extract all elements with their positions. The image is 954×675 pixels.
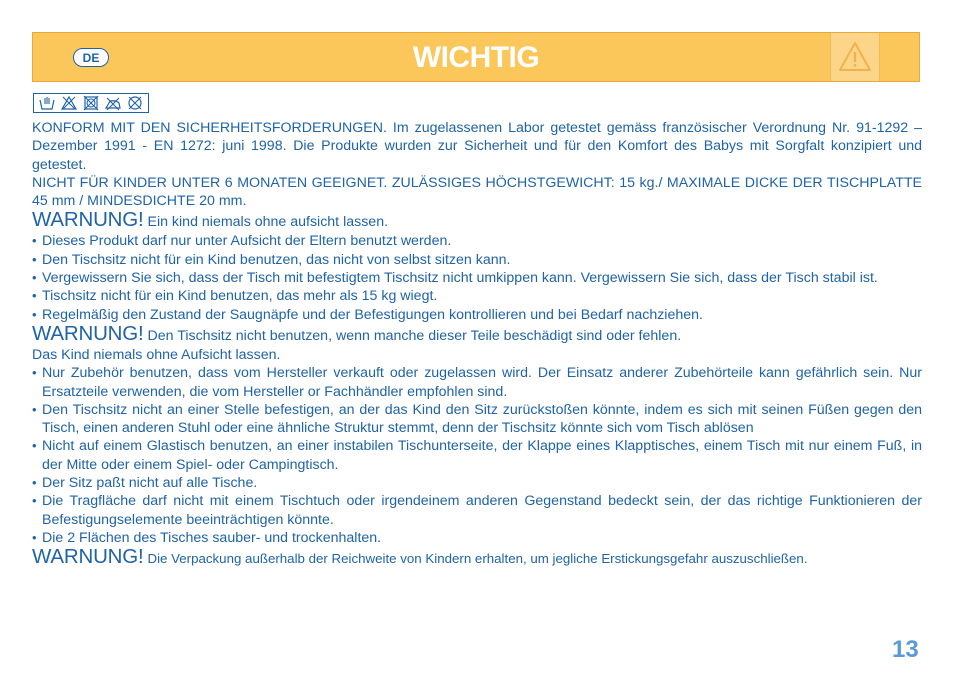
header-banner xyxy=(32,32,920,82)
list-item: • Vergewissern Sie sich, dass der Tisch mit befestigtem Tischsitz nicht umkippen kann. Vergewissern Sie sich, dass der Tisch stabil ist. xyxy=(32,269,922,287)
no-dry-clean-icon xyxy=(126,95,144,111)
conformity-details: Im zugelassenen Labor getestet gemäss französischer Verordnung Nr. 91-1292 – Dezember 1991 - EN 1272: juni 1998. Die Produkte wurden zur Sicherheit und für den Komfort des Babys mit Sorgfalt konzipiert und getestet. xyxy=(32,120,922,173)
care-symbols xyxy=(33,93,149,113)
warning-3 xyxy=(32,547,922,569)
list-item: • Die Tragfläche darf nicht mit einem Tischtuch oder irgendeinem anderen Gegenstand bedeckt sein, der das richtige Funktionieren der Befestigungselemente beeinträchtigen könnte. xyxy=(32,492,922,529)
list-item: • Nur Zubehör benutzen, dass vom Hersteller verkauft oder zugelassen wird. Der Einsatz anderer Zubehörteile kann gefährlich sein. Nur Ersatzteile verwenden, die vom Hersteller or Fachhändler empfohlen sind. xyxy=(32,364,922,401)
body-text xyxy=(32,119,922,569)
conformity-paragraph xyxy=(32,119,922,174)
list-item: • Den Tischsitz nicht für ein Kind benutzen, das nicht von selbst sitzen kann. xyxy=(32,251,922,269)
no-iron-icon xyxy=(104,95,122,111)
bullet-list-1 xyxy=(32,232,922,323)
warning-text: Ein kind niemals ohne aufsicht lassen. xyxy=(147,214,389,231)
warning-1 xyxy=(32,210,922,232)
bullet-list-2 xyxy=(32,364,922,547)
list-item: • Die 2 Flächen des Tisches sauber- und trockenhalten. xyxy=(32,529,922,547)
list-item: • Den Tischsitz nicht an einer Stelle befestigen, an der das Kind den Sitz zurückstoßen könnte, indem es sich mit seinen Füßen gegen den Tisch, einen anderen Stuhl oder eine ähnliche Struktur stemmt, denn der Tischsitz könnte sich vom Tisch ablösen xyxy=(32,401,922,438)
hand-wash-icon xyxy=(38,95,56,111)
list-item: • Dieses Produkt darf nur unter Aufsicht der Eltern benutzt werden. xyxy=(32,232,922,250)
page-title: WICHTIG xyxy=(412,41,540,74)
language-badge: DE xyxy=(73,48,109,67)
no-bleach-icon xyxy=(60,95,78,111)
warning-triangle-icon xyxy=(837,39,873,75)
warning-text-continued: Das Kind niemals ohne Aufsicht lassen. xyxy=(32,346,281,363)
warning-box xyxy=(830,33,880,81)
list-item: • Tischsitz nicht für ein Kind benutzen, das mehr als 15 kg wiegt. xyxy=(32,287,922,305)
list-item: • Regelmäßig den Zustand der Saugnäpfe und der Befestigungen kontrollieren und bei Bedarf nachziehen. xyxy=(32,306,922,324)
conformity-heading: KONFORM MIT DEN SICHERHEITSFORDERUNGEN. xyxy=(32,120,387,136)
warning-text: Die Verpackung außerhalb der Reichweite von Kindern erhalten, um jegliche Erstickungsgefahr auszuschließen. xyxy=(147,551,808,567)
age-limit-paragraph: NICHT FÜR KINDER UNTER 6 MONATEN GEEIGNET. ZULÄSSIGES HÖCHSTGEWICHT: 15 kg./ MAXIMALE DICKE DER TISCHPLATTE 45 mm / MINDESDICHTE 20 mm. xyxy=(32,174,922,210)
no-tumble-dry-icon xyxy=(82,95,100,111)
warning-heading: WARNUNG! xyxy=(32,545,144,569)
warning-2 xyxy=(32,321,922,346)
warning-heading: WARNUNG! xyxy=(32,208,144,232)
warning-text: Den Tischsitz nicht benutzen, wenn manche dieser Teile beschädigt sind oder fehlen. xyxy=(147,327,682,344)
list-item: • Nicht auf einem Glastisch benutzen, an einer instabilen Tischunterseite, der Klappe eines Klapptisches, einem Tisch mit nur einem Fuß, in der Mitte oder einem Spiel- oder Campingtisch. xyxy=(32,437,922,474)
warning-heading: WARNUNG! xyxy=(32,321,144,345)
list-item: • Der Sitz paßt nicht auf alle Tische. xyxy=(32,474,922,492)
page-number: 13 xyxy=(892,636,919,663)
